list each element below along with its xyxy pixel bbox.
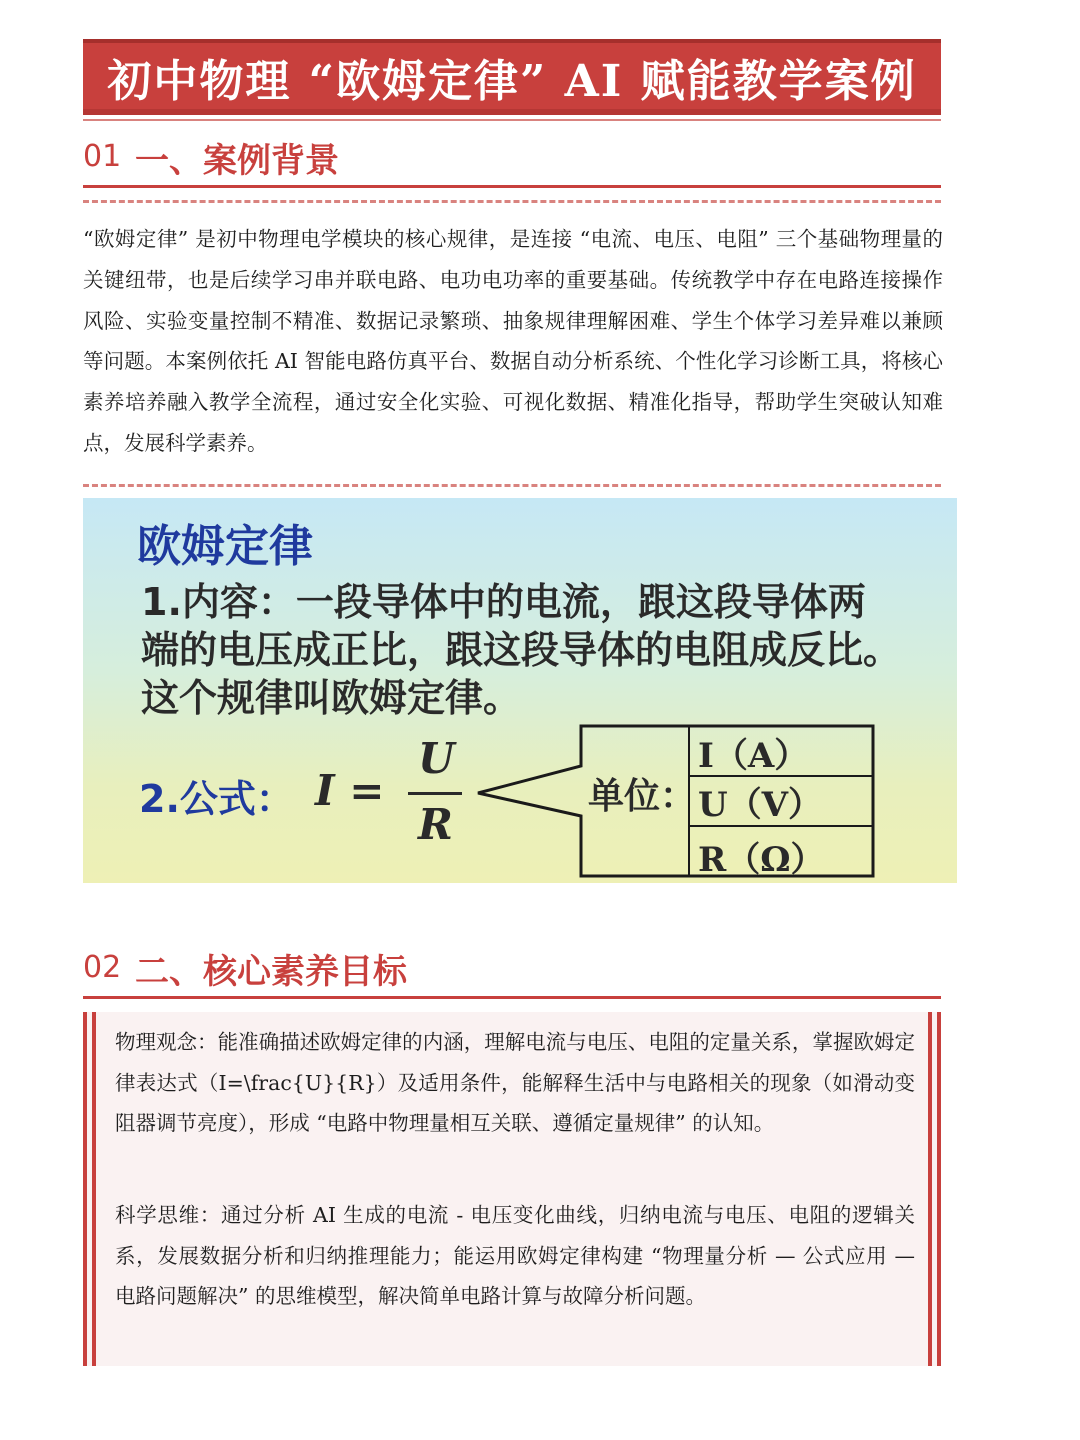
title-banner (83, 39, 941, 115)
page-title: 初中物理 “欧姆定律” AI 赋能教学案例 (107, 56, 917, 107)
formula-lhs: I = (315, 766, 385, 815)
unit-current: I（A） (698, 736, 809, 776)
unit-voltage: U（V） (698, 785, 823, 825)
section-2-rule (83, 996, 941, 999)
goals-box-border-left (83, 1012, 87, 1366)
section-2-heading: 二、核心素养目标 (135, 952, 407, 992)
section-1-dashed-divider (83, 200, 941, 203)
ohms-law-slide-image (83, 498, 957, 883)
section-1-dashed-divider-bottom (83, 484, 941, 487)
section-2-header (83, 944, 941, 994)
goal-scientific-thinking: 科学思维：通过分析 AI 生成的电流 - 电压变化曲线，归纳电流与电压、电阻的逻辑关系，发展数据分析和归纳推理能力；能运用欧姆定律构建 “物理量分析 — 公式应用 — 电路问题解决” 的思维模型，解决简单电路计算与故障分析问题。 (115, 1203, 915, 1308)
section-1-rule (83, 185, 941, 188)
slide-content-line: 1.内容：一段导体中的电流，跟这段导体两 (141, 580, 866, 624)
section-1-number: 01 (83, 139, 122, 174)
goals-box-border-right-inner (928, 1012, 932, 1366)
formula-numerator: U (418, 734, 455, 783)
slide-title: 欧姆定律 (137, 521, 313, 572)
goals-box-border-right (937, 1012, 941, 1366)
section-1-heading: 一、案例背景 (135, 141, 339, 181)
unit-resistance: R（Ω） (698, 840, 825, 880)
title-underline (83, 119, 941, 121)
goals-box-border-left-inner (92, 1012, 96, 1366)
unit-label: 单位： (588, 776, 697, 817)
slide-content-line: 端的电压成正比，跟这段导体的电阻成反比。 (141, 628, 902, 672)
formula-denominator: R (418, 800, 453, 849)
formula-label: 2.公式： (139, 777, 294, 821)
section-1-header (83, 133, 941, 183)
background-paragraph: “欧姆定律” 是初中物理电学模块的核心规律，是连接 “电流、电压、电阻” 三个基础物理量的关键纽带，也是后续学习串并联电路、电功电功率的重要基础。传统教学中存在电路连接操作风险、实验变量控制不精准、数据记录繁琐、抽象规律理解困难、学生个体学习差异难以兼顾等问题。本案例依托 AI 智能电路仿真平台、数据自动分析系统、个性化学习诊断工具，将核心素养培养融入教学全流程，通过安全化实验、可视化数据、精准化指导，帮助学生突破认知难点，发展科学素养。 (83, 227, 943, 455)
goal-physics-concept: 物理观念：能准确描述欧姆定律的内涵，理解电流与电压、电阻的定量关系，掌握欧姆定律表达式（I=\frac{U}{R}）及适用条件，能解释生活中与电路相关的现象（如滑动变阻器调节亮度），形成 “电路中物理量相互关联、遵循定量规律” 的认知。 (115, 1030, 915, 1135)
section-2-number: 02 (83, 950, 122, 985)
slide-content-line: 这个规律叫欧姆定律。 (141, 676, 522, 720)
unit-callout-box (83, 498, 957, 883)
